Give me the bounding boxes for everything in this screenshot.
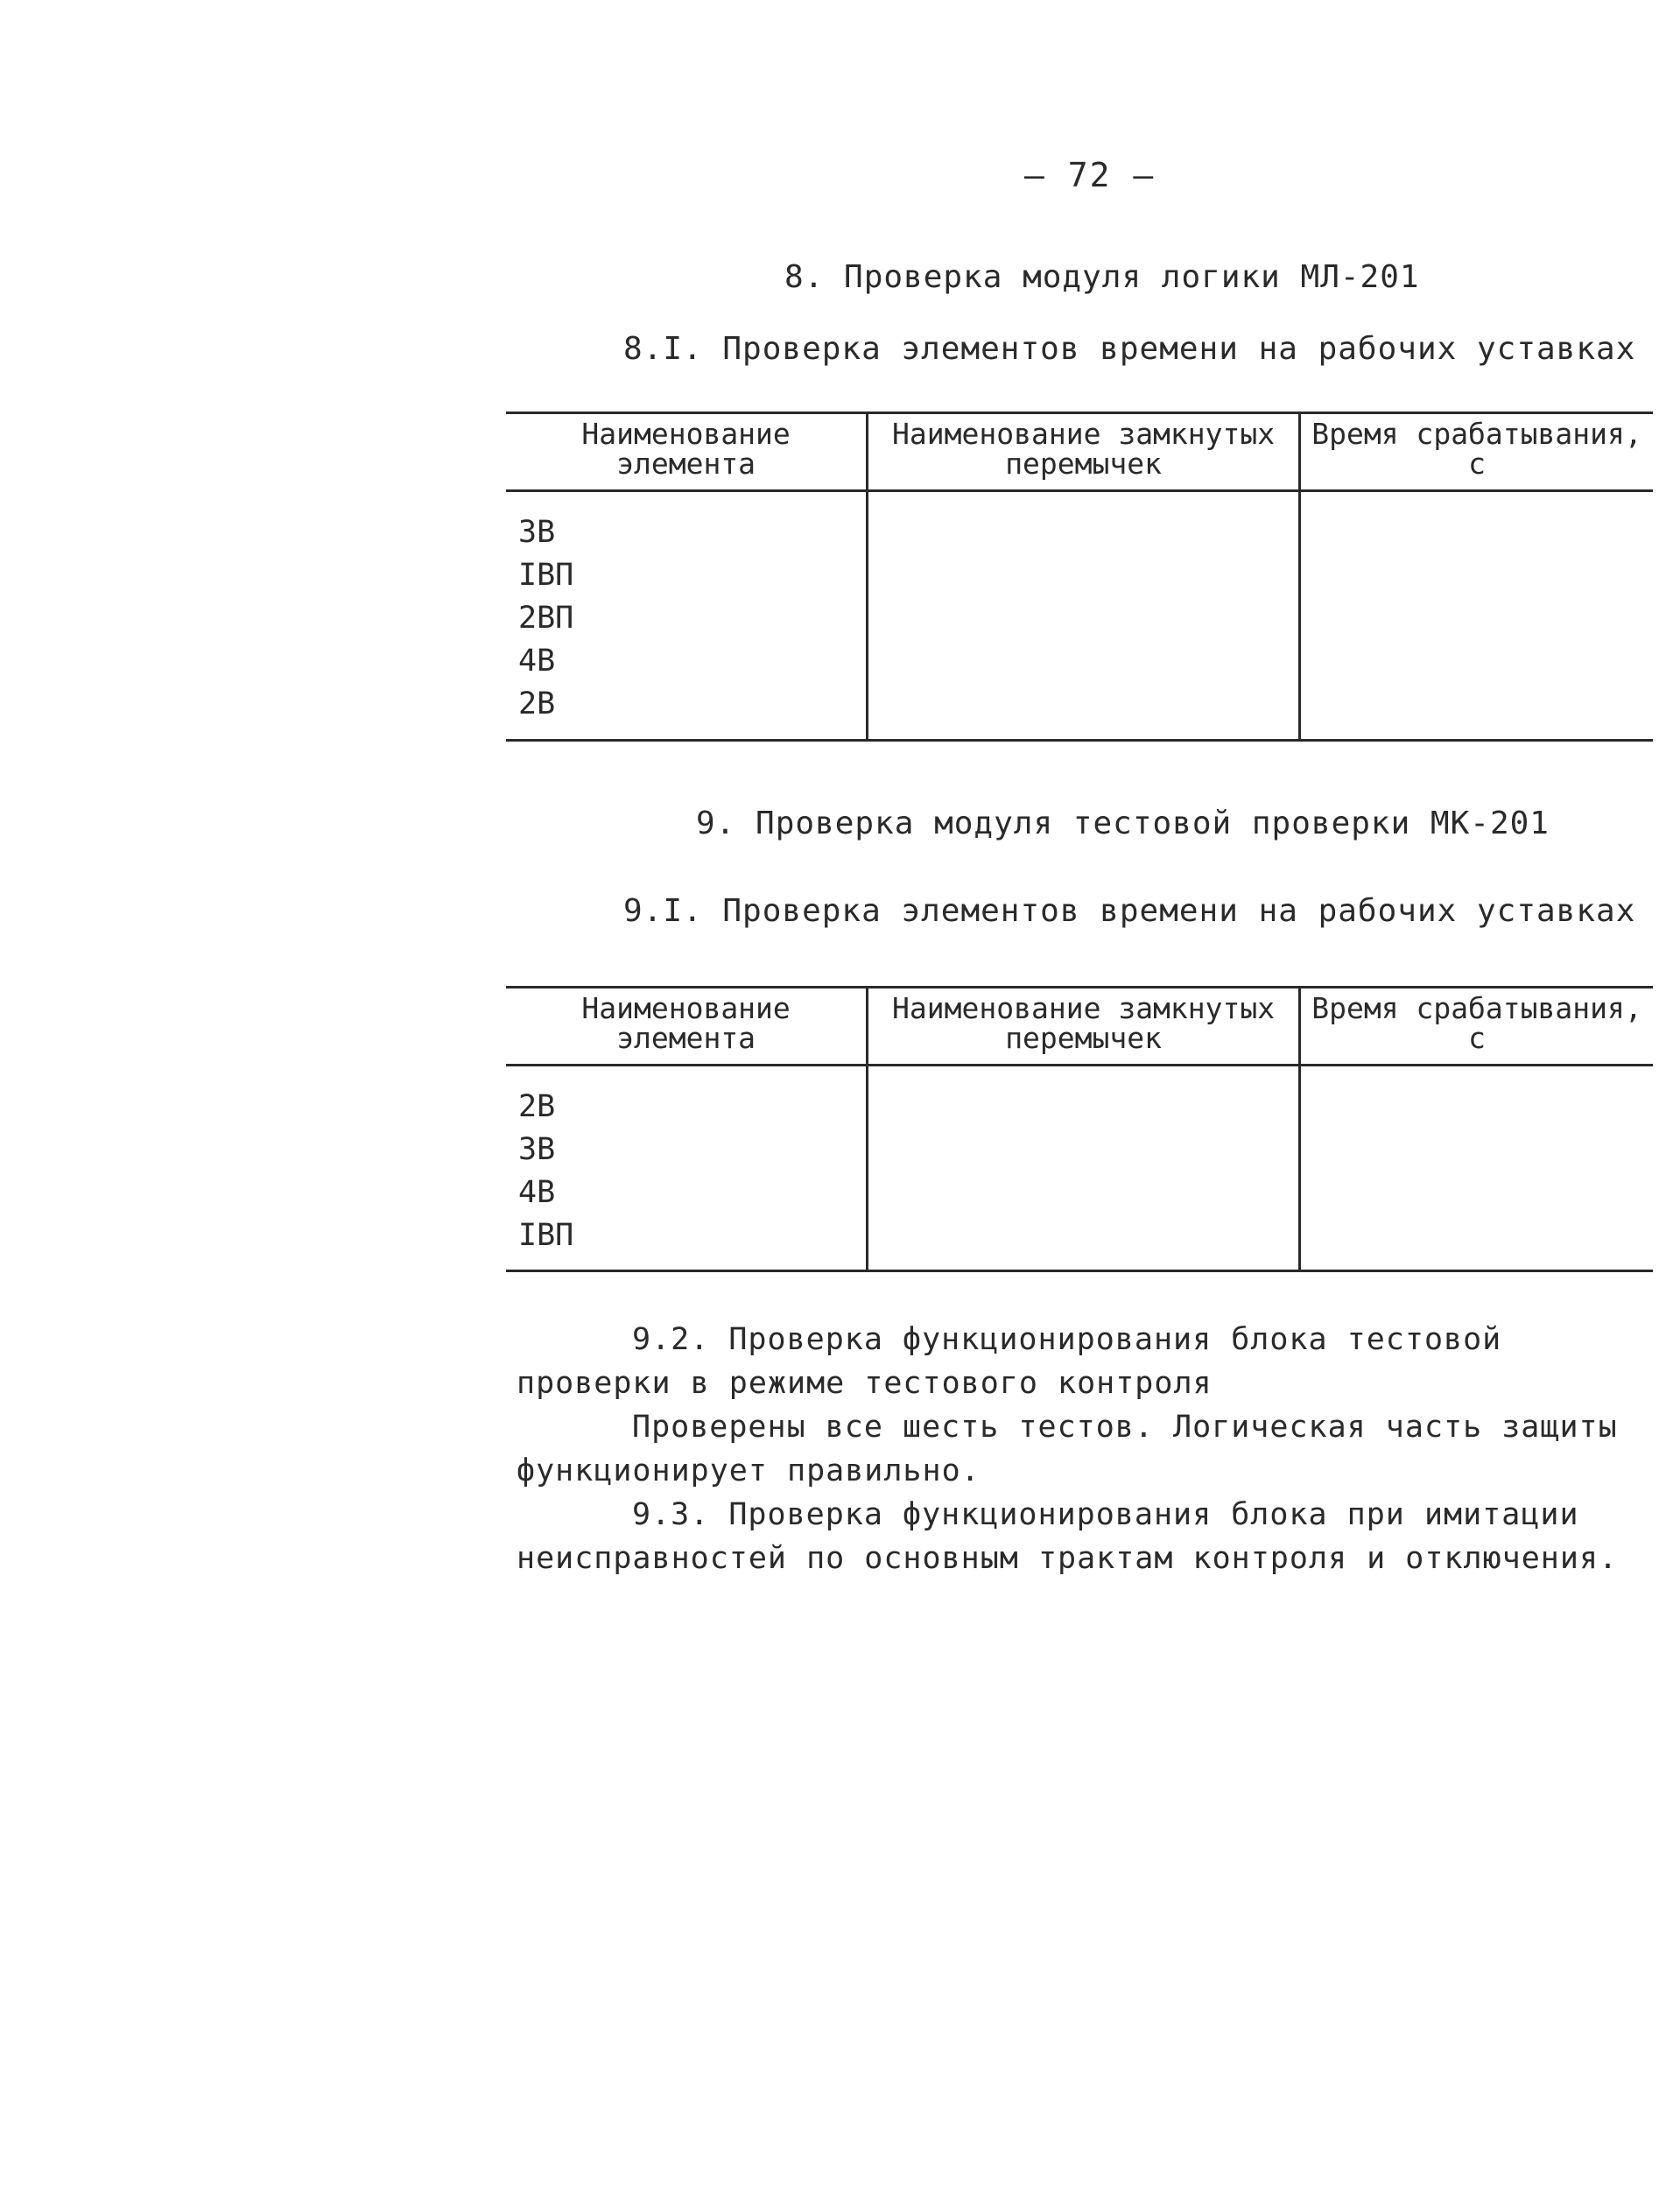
element-names-cell bbox=[506, 491, 868, 741]
table-body-row bbox=[506, 491, 1653, 741]
response-time-cell bbox=[1300, 1066, 1653, 1271]
table-row-label: 2В bbox=[518, 686, 556, 721]
table-row-label: 2В bbox=[518, 1089, 556, 1124]
column-header-jumpers: Наименование замкнутых перемычек bbox=[868, 413, 1300, 491]
column-header-element-name: Наименование элемента bbox=[506, 988, 868, 1066]
table-row-label: 3В bbox=[518, 1132, 556, 1167]
paragraph-9-3: 9.3. Проверка функционирования блока при имитации неисправностей по основным трактам контроля и отключения. bbox=[517, 1497, 1619, 1576]
section-9-1-subtitle: 9.I. Проверка элементов времени на рабочих уставках bbox=[623, 893, 1636, 929]
paragraph-tests-result: Проверены все шесть тестов. Логическая часть защиты функционирует правильно. bbox=[517, 1410, 1618, 1488]
table-row-label: ЗВ bbox=[518, 515, 556, 550]
jumpers-cell bbox=[868, 491, 1300, 741]
table-row-label: IВП bbox=[518, 558, 574, 593]
table-header-row bbox=[506, 988, 1653, 1066]
section-9-title: 9. Проверка модуля тестовой проверки МК-201 bbox=[696, 806, 1550, 841]
timing-table-ml201 bbox=[506, 412, 1653, 742]
paragraph-9-2: 9.2. Проверка функционирования блока тестовой проверки в режиме тестового контроля bbox=[517, 1322, 1502, 1401]
table-row-label: 4В bbox=[518, 644, 556, 679]
page-number: – 72 – bbox=[1024, 156, 1156, 194]
column-header-response-time: Время срабатывания, с bbox=[1300, 413, 1653, 491]
table-row-label: 4В bbox=[518, 1175, 556, 1210]
column-header-response-time: Время срабатывания, с bbox=[1300, 988, 1653, 1066]
response-time-cell bbox=[1300, 491, 1653, 741]
table-row-label: 2ВП bbox=[518, 601, 574, 636]
element-names-cell bbox=[506, 1066, 868, 1271]
table-header-row bbox=[506, 413, 1653, 491]
column-header-jumpers: Наименование замкнутых перемычек bbox=[868, 988, 1300, 1066]
column-header-element-name: Наименование элемента bbox=[506, 413, 868, 491]
jumpers-cell bbox=[868, 1066, 1300, 1271]
table-body-row bbox=[506, 1066, 1653, 1271]
section-8-title: 8. Проверка модуля логики МЛ-201 bbox=[784, 259, 1420, 295]
timing-table-mk201 bbox=[506, 986, 1653, 1272]
table-row-label: IВП bbox=[518, 1218, 574, 1253]
section-8-1-subtitle: 8.I. Проверка элементов времени на рабочих уставках bbox=[623, 331, 1636, 367]
